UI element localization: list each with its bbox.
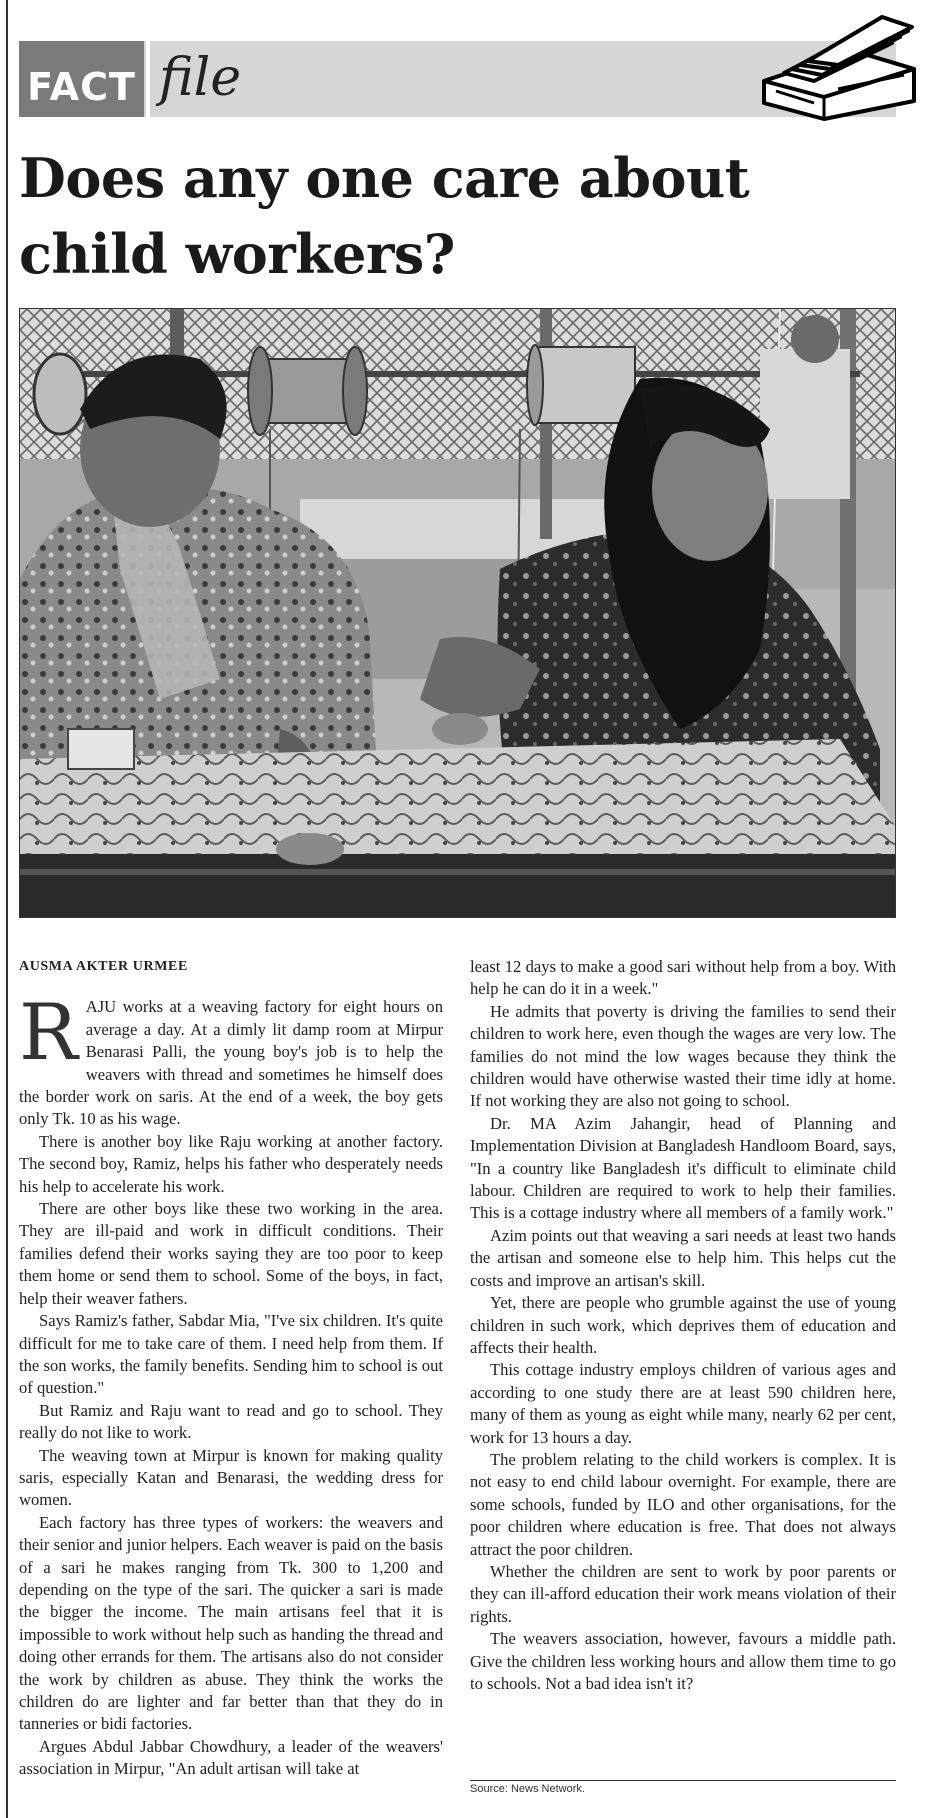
article-paragraph: Each factory has three types of workers: the weavers and their senior and junior helpers. Each weaver is paid on the basis of a sari he makes ranging from Tk. 300 to 1,200 and depending on the type of the sari. The quicker a sari is made the bigger the income. The main artisans feel that it is impossible to work without help such as handing the thread and doing other errands for them. The artisans also do not consider the work by children as abuse. They think the works the children do are lighter and far better than that they do in tanneries or bidi factories. (19, 1512, 443, 1734)
article-paragraph: There is another boy like Raju working at another factory. The second boy, Ramiz, helps his father who desperately needs his help to accelerate his work. (19, 1131, 443, 1196)
article-paragraph: The weaving town at Mirpur is known for making quality saris, especially Katan and Benarasi, the wedding dress for women. (19, 1445, 443, 1510)
article-paragraph: The problem relating to the child workers is complex. It is not easy to end child labour overnight. For example, there are some schools, funded by ILO and other organisations, for the poor children where education is free. That does not always attract the poor children. (470, 1449, 896, 1559)
paragraph-text: AJU works at a weaving factory for eight hours on average a day. At a dimly lit damp room at Mirpur Benarasi Palli, the young boy's job is to help the weavers with thread and sometimes he himself does the border work on saris. At the end of a week, the boy gets only Tk. 10 as his wage. (19, 997, 443, 1129)
article-column-left (19, 956, 443, 1781)
article-paragraph: Whether the children are sent to work by poor parents or they can ill-afford education their work means violation of their rights. (470, 1561, 896, 1626)
article-paragraph (19, 988, 443, 1130)
article-paragraph: Dr. MA Azim Jahangir, head of Planning and Implementation Division at Bangladesh Handloom Board, says, "In a country like Bangladesh it's difficult to eliminate child labour. Children are required to work to help their families. This is a cottage industry where all members of a family work." (470, 1113, 896, 1223)
article-paragraph: There are other boys like these two working in the area. They are ill-paid and work in difficult conditions. Their families defend their works saying they are too poor to keep them home or send them to school. Some of the boys, in fact, help their weaver fathers. (19, 1199, 443, 1308)
card-file-icon (754, 11, 924, 121)
article-paragraph: Says Ramiz's father, Sabdar Mia, "I've six children. It's quite difficult for me to take care of them. I need help from them. If the son works, the family benefits. Sending him to school is out of question." (19, 1311, 443, 1398)
article-paragraph: He admits that poverty is driving the families to send their children to work here, even though the wages are very low. The families do not mind the low wages because they think the children would have otherwise wasted their time idly at home. If not working they are also not going to school. (470, 1001, 896, 1111)
article-paragraph: least 12 days to make a good sari without help from a boy. With help he can do it in a week." (470, 957, 896, 999)
source-credit: Source: News Network. (470, 1783, 585, 1795)
fact-label: FACT (19, 41, 144, 117)
fact-file-banner (19, 41, 896, 117)
drop-cap: R (19, 988, 78, 1079)
banner-separator (146, 41, 150, 117)
article-paragraph: Azim points out that weaving a sari needs at least two hands the artisan and someone else to help him. This helps cut the costs and improve an artisan's skill. (470, 1225, 896, 1290)
left-margin-rule (6, 0, 8, 1818)
article-photo (19, 308, 896, 918)
article-paragraph: This cottage industry employs children of various ages and according to one study there are at least 590 children here, many of them as young as eight while many, nearly 62 per cent, work for 13 hours a day. (470, 1360, 896, 1447)
article-paragraph: But Ramiz and Raju want to read and go to school. They really do not like to work. (19, 1400, 443, 1443)
photo-children-weaving-sari-on-loom (20, 309, 896, 918)
file-label: file (159, 48, 242, 108)
article-paragraph: Yet, there are people who grumble against the use of young children in such work, which deprives them of education and affects their health. (470, 1293, 896, 1357)
article-paragraph: Argues Abdul Jabbar Chowdhury, a leader of the weavers' association in Mirpur, "An adult artisan will take at (19, 1736, 443, 1779)
author-byline: AUSMA AKTER URMEE (19, 959, 188, 974)
article-column-right (470, 956, 896, 1695)
source-divider (470, 1780, 896, 1781)
page-title: Does any one care about child workers? (19, 146, 750, 286)
article-paragraph: The weavers association, however, favours a middle path. Give the children less working hours and allow them time to go to schools. Not a bad idea isn't it? (470, 1629, 896, 1693)
